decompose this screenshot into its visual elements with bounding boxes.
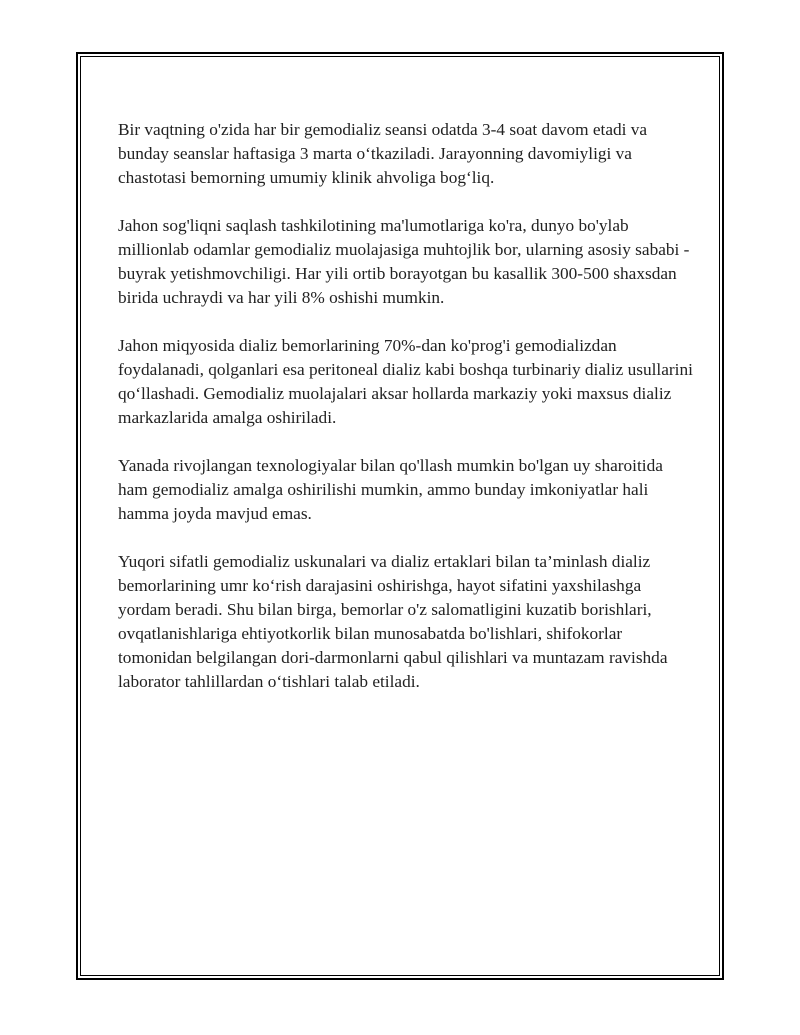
paragraph-5: Yuqori sifatli gemodializ uskunalari va dializ ertaklari bilan ta’minlash dializ bemorlarining umr ko‘rish darajasini oshirishga, hayot sifatini yaxshilashga yordam beradi. Shu bilan birga, bemorlar o'z salomatligini kuzatib borishlari, ovqatlanishlariga ehtiyotkorlik bilan munosabatda bo'lishlari, shifokorlar tomonidan belgilangan dori-darmonlarni qabul qilishlari va muntazam ravishda laborator tahlillardan o‘tishlari talab etiladi.: [118, 552, 668, 691]
paragraph-4: Yanada rivojlangan texnologiyalar bilan qo'llash mumkin bo'lgan uy sharoitida ham gemodializ amalga oshirilishi mumkin, ammo bunday imkoniyatlar hali hamma joyda mavjud emas.: [118, 456, 663, 523]
paragraph-2: Jahon sog'liqni saqlash tashkilotining ma'lumotlariga ko'ra, dunyo bo'ylab millionlab odamlar gemodializ muolajasiga muhtojlik bor, ularning asosiy sababi - buyrak yetishmovchiligi. Har yili ortib borayotgan bu kasallik 300-500 shaxsdan birida uchraydi va har yili 8% oshishi mumkin.: [118, 216, 690, 307]
document-body: [118, 118, 693, 718]
paragraph-1: Bir vaqtning o'zida har bir gemodializ seansi odatda 3-4 soat davom etadi va bunday seanslar haftasiga 3 marta o‘tkaziladi. Jarayonning davomiyligi va chastotasi bemorning umumiy klinik ahvoliga bog‘liq.: [118, 120, 648, 187]
paragraph-3: Jahon miqyosida dializ bemorlarining 70%-dan ko'prog'i gemodializdan foydalanadi, qolganlari esa peritoneal dializ kabi boshqa turbinariy dializ usullarini qo‘llashadi. Gemodializ muolajalari aksar hollarda markaziy yoki maxsus dializ markazlarida amalga oshiriladi.: [118, 336, 693, 427]
